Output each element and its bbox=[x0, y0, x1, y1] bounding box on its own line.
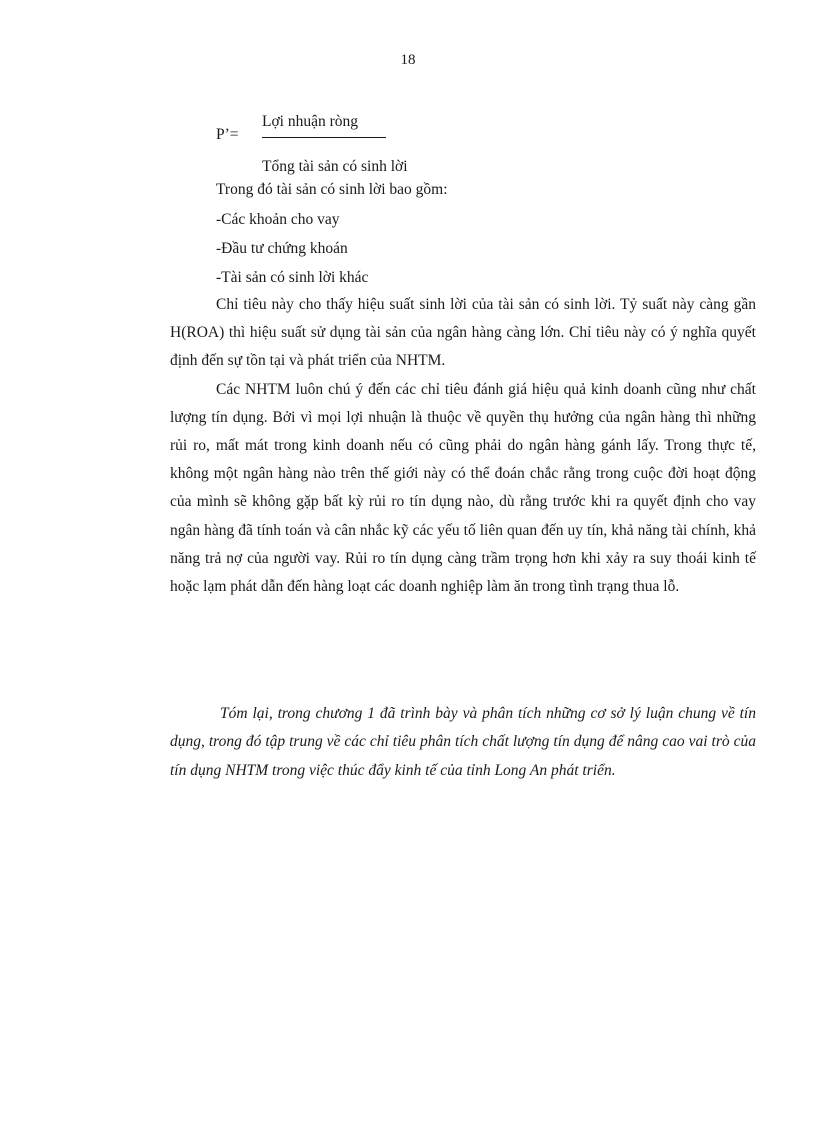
list-item: -Đầu tư chứng khoán bbox=[216, 240, 348, 257]
formula-denominator: Tổng tài sản có sinh lời bbox=[262, 158, 408, 175]
formula-numerator: Lợi nhuận ròng bbox=[262, 113, 359, 130]
paragraph: Chỉ tiêu này cho thấy hiệu suất sinh lời của tài sản có sinh lời. Tỷ suất này càng gần H(ROA) thì hiệu suất sử dụng tài sản của ngân hàng càng lớn. Chỉ tiêu này có ý nghĩa quyết định đến sự tồn tại và phát triển của NHTM. bbox=[170, 296, 756, 370]
summary-paragraph: Tóm lại, trong chương 1 đã trình bày và phân tích những cơ sở lý luận chung về tín dụng, trong đó tập trung về các chỉ tiêu phân tích chất lượng tín dụng để nâng cao vai trò của tín dụng NHTM trong việc thúc đẩy kinh tế của tỉnh Long An phát triển. bbox=[170, 705, 756, 779]
chapter-summary bbox=[170, 700, 756, 785]
body-text bbox=[170, 291, 756, 601]
intro-text: Trong đó tài sản có sinh lời bao gồm: bbox=[216, 181, 448, 198]
fraction-bar bbox=[262, 137, 386, 138]
list-item: -Tài sản có sinh lời khác bbox=[216, 269, 369, 286]
paragraph: Các NHTM luôn chú ý đến các chỉ tiêu đánh giá hiệu quả kinh doanh cũng như chất lượng tín dụng. Bởi vì mọi lợi nhuận là thuộc về quyền thụ hưởng của ngân hàng thì những rủi ro, mất mát trong kinh doanh nếu có cũng phải do ngân hàng gánh lấy. Trong thực tế, không một ngân hàng nào trên thế giới này có thể đoán chắc rằng trong cuộc đời hoạt động của mình sẽ không gặp bất kỳ rủi ro tín dụng nào, dù rằng trước khi ra quyết định cho vay ngân hàng đã tính toán và cân nhắc kỹ các yếu tố liên quan đến uy tín, khả năng tài chính, khả năng trả nợ của người vay. Rủi ro tín dụng càng trầm trọng hơn khi xảy ra suy thoái kinh tế hoặc lạm phát dẫn đến hàng loạt các doanh nghiệp làm ăn trong tình trạng thua lỗ. bbox=[170, 380, 756, 596]
list-item: -Các khoản cho vay bbox=[216, 211, 340, 228]
page-number: 18 bbox=[400, 52, 416, 68]
formula-lhs: P’= bbox=[216, 126, 239, 143]
